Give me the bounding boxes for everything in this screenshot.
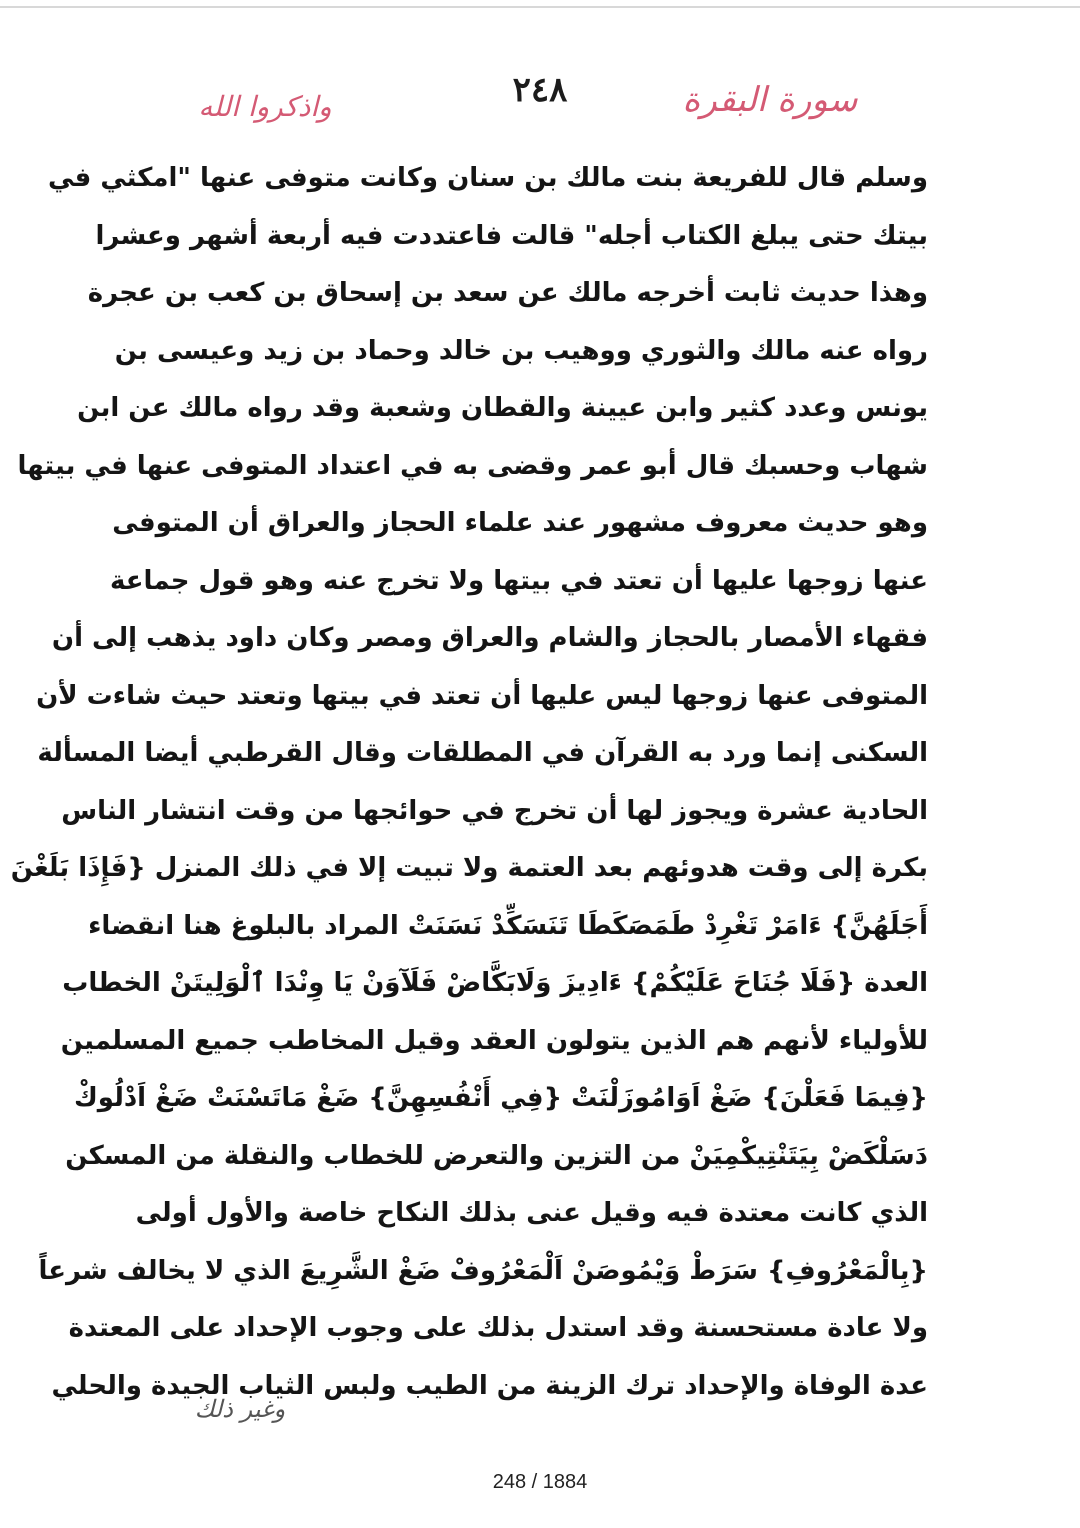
text-line: عنها زوجها عليها أن تعتد في بيتها ولا تخرج عنه وهو قول جماعة <box>110 565 928 596</box>
text-line: الذي كانت معتدة فيه وقيل عنى بذلك النكاح خاصة والأول أولى <box>135 1198 928 1228</box>
text-line: وهو حديث معروف مشهور عند علماء الحجاز والعراق أن المتوفى <box>112 508 928 538</box>
text-line: يونس وعدد كثير وابن عيينة والقطان وشعبة وقد رواه مالك عن ابن <box>77 393 928 423</box>
text-line: رواه عنه مالك والثوري ووهيب بن خالد وحماد بن زيد وعيسى بن <box>114 335 928 366</box>
text-line: {فِيمَا فَعَلْنَ} ضَغْ اَوَامُوزَلْنَتْ {فِي أَنْفُسِهِنَّ} ضَغْ مَاتَسْنَتْ ضَغْ اَدْلُوكْ <box>73 1083 928 1113</box>
body-text <box>10 150 928 1415</box>
catchword-top: واذكروا الله <box>198 90 332 123</box>
text-line: أَجَلَهُنَّ} ءَامَرْ تَغْرِدْ طَمَصَكَطَا تَنَسَكِّدْ نَسَنَتْ المراد بالبلوغ هنا انقضاء <box>88 910 928 941</box>
text-line: بكرة إلى وقت هدوئهم بعد العتمة ولا تبيت إلا في ذلك المنزل {فَإِذَا بَلَغْنَ <box>10 853 928 883</box>
top-border-line <box>0 6 1080 8</box>
text-line: السكنى إنما ورد به القرآن في المطلقات وقال القرطبي أيضا المسألة <box>37 738 928 768</box>
text-line: عدة الوفاة والإحداد ترك الزينة من الطيب ولبس الثياب الجيدة والحلي <box>51 1370 928 1401</box>
text-line: شهاب وحسبك قال أبو عمر وقضى به في اعتداد المتوفى عنها في بيتها <box>17 450 928 481</box>
text-line: {بِالْمَعْرُوفِ} سَرَطْ وَيْمُوصَنْ اَلْمَعْرُوفْ ضَغْ الشَّرِيعَ الذي لا يخالف شرعاً <box>38 1255 928 1286</box>
text-line: الحادية عشرة ويجوز لها أن تخرج في حوائجها من وقت انتشار الناس <box>61 795 928 826</box>
text-line: دَسَلْكَضْ بِيَتَنْتِيكْمِيَنْ من التزين والتعرض للخطاب والنقلة من المسكن <box>65 1140 928 1171</box>
text-line: وهذا حديث ثابت أخرجه مالك عن سعد بن إسحاق بن كعب بن عجرة <box>87 278 928 308</box>
page-number: ٢٤٨ <box>512 70 568 110</box>
text-line: للأولياء لأنهم هم الذين يتولون العقد وقيل المخاطب جميع المسلمين <box>60 1025 928 1056</box>
text-line: بيتك حتى يبلغ الكتاب أجله" قالت فاعتددت فيه أربعة أشهر وعشرا <box>95 220 928 251</box>
text-line: ولا عادة مستحسنة وقد استدل بذلك على وجوب الإحداد على المعتدة <box>68 1313 928 1343</box>
text-line: فقهاء الأمصار بالحجاز والشام والعراق ومصر وكان داود يذهب إلى أن <box>51 623 928 653</box>
page-indicator: 248 / 1884 <box>492 1471 588 1493</box>
text-line: المتوفى عنها زوجها ليس عليها أن تعتد في بيتها وتعتد حيث شاءت لأن <box>36 680 928 711</box>
catchword-bottom: وغير ذلك <box>194 1395 286 1423</box>
text-line: العدة {فَلَا جُنَاحَ عَلَيْكُمْ} ءَادِيزَ وَلَابَكَّاضْ فَلَآوَنْ يَا وِنْدَا ٱلْوَلِيتَنْ الخطاب <box>62 968 928 998</box>
surah-label: سورة البقرة <box>682 80 858 120</box>
text-line: وسلم قال للفريعة بنت مالك بن سنان وكانت متوفى عنها "امكثي في <box>47 163 928 193</box>
